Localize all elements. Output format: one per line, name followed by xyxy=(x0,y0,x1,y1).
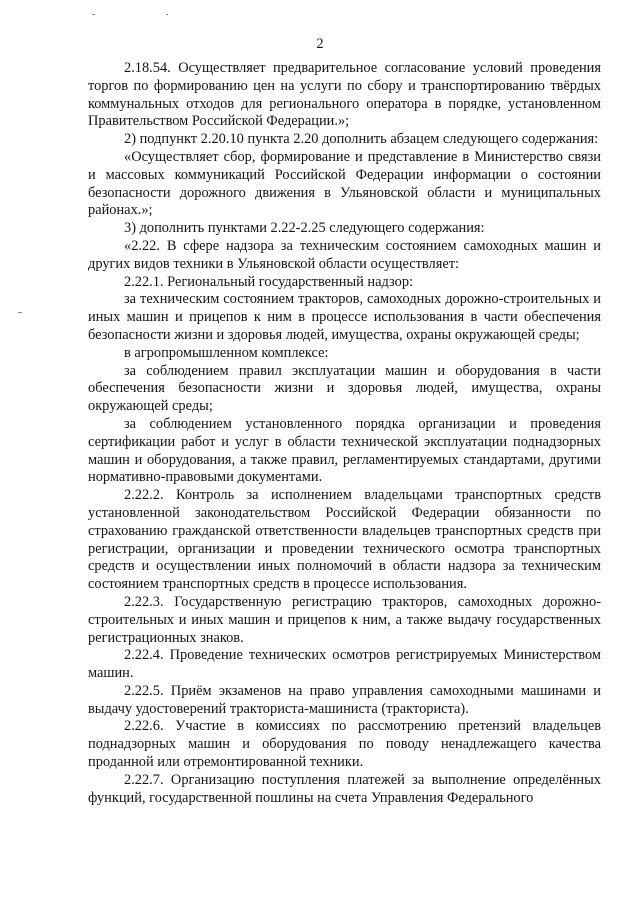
scan-mark xyxy=(18,312,22,313)
scan-mark xyxy=(92,14,95,15)
paragraph: 3) дополнить пунктами 2.22-2.25 следующего содержания: xyxy=(124,220,485,237)
paragraph: «Осуществляет сбор, формирование и представление в Министерство связи и массовых коммуникаций Российской Федерации информации о состоянии безопасности дорожного движения в Ульяновской области и муниципальных районах.»; xyxy=(88,148,601,219)
paragraph: за соблюдением установленного порядка организации и проведения сертификации работ и услуг в области технической эксплуатации поднадзорных машин и оборудования, а также правил, регламентируемых стандартами, другими нормативно-правовыми документами. xyxy=(88,415,601,486)
paragraph: за соблюдением правил эксплуатации машин и оборудования в части обеспечения безопасности жизни и здоровья людей, имущества, охраны окружающей среды; xyxy=(88,362,601,415)
paragraph: 2.22.6. Участие в комиссиях по рассмотрению претензий владельцев поднадзорных машин и оборудования по поводу ненадлежащего качества проданной или отремонтированной техники. xyxy=(88,718,601,771)
paragraph: 2.22.3. Государственную регистрацию тракторов, самоходных дорожно-строительных и иных машин и прицепов к ним, а также выдачу государственных регистрационных знаков. xyxy=(88,593,601,646)
paragraph: 2.18.54. Осуществляет предварительное согласование условий проведения торгов по формированию цен на услуги по сбору и транспортированию твёрдых коммунальных отходов для регионального оператора в порядке, установленном Правительством Российской Федерации.»; xyxy=(88,60,601,130)
paragraph: 2.22.4. Проведение технических осмотров регистрируемых Министерством машин. xyxy=(88,647,601,682)
paragraph: 2.22.1. Региональный государственный надзор: xyxy=(124,273,414,290)
paragraph: за техническим состоянием тракторов, самоходных дорожно-строительных и иных машин и прицепов к ним в процессе использования в части обеспечения безопасности жизни и здоровья людей, имущества, охраны окружающей среды; xyxy=(88,291,601,343)
paragraph: «2.22. В сфере надзора за техническим состоянием самоходных машин и других видов техники в Ульяновской области осуществляет: xyxy=(88,237,601,272)
paragraph: 2) подпункт 2.20.10 пункта 2.20 дополнить абзацем следующего содержания: xyxy=(124,131,599,148)
paragraph: 2.22.5. Приём экзаменов на право управления самоходными машинами и выдачу удостоверений тракториста-машиниста (тракториста). xyxy=(88,682,601,717)
paragraph: 2.22.7. Организацию поступления платежей за выполнение определённых функций, государственной пошлины на счета Управления Федерального xyxy=(88,771,601,806)
paragraph: 2.22.2. Контроль за исполнением владельцами транспортных средств установленной законодательством Российской Федерации обязанности по страхованию гражданской ответственности владельцев транспортных средств при регистрации, организации и проведении технического осмотра транспортных средств и осуществлении иных полномочий в области надзора за техническим состоянием транспортных средств в процессе использования. xyxy=(88,487,601,593)
document-body xyxy=(88,60,601,807)
paragraph: в агропромышленном комплексе: xyxy=(124,344,329,361)
page-number: 2 xyxy=(316,36,324,52)
scan-mark xyxy=(166,14,168,15)
